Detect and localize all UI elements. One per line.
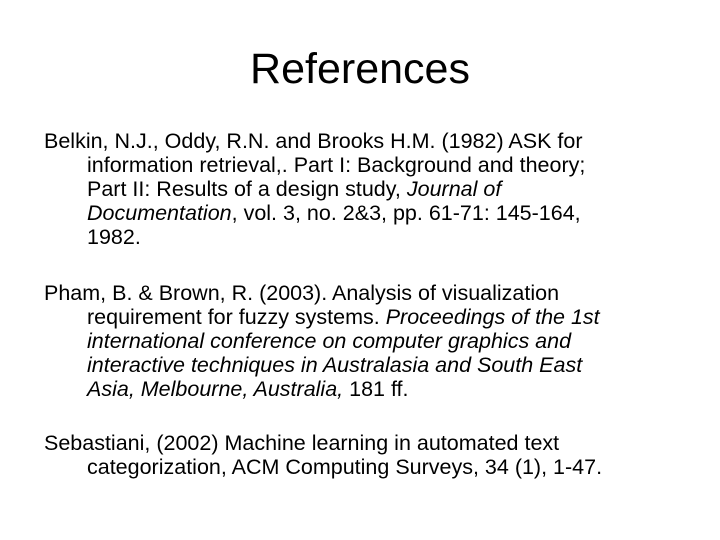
proceedings-title: Asia, Melbourne, Australia, <box>87 377 344 401</box>
ref-line: categorization, ACM Computing Surveys, 34 (1), 1-47. <box>87 455 603 479</box>
ref-line <box>44 353 684 377</box>
proceedings-title: interactive techniques in Australasia and South East <box>87 353 583 377</box>
ref-line: 1982. <box>87 225 141 249</box>
ref-line <box>44 177 684 201</box>
reference-pham <box>44 281 684 401</box>
ref-line: Belkin, N.J., Oddy, R.N. and Brooks H.M. (1982) ASK for <box>44 129 583 153</box>
journal-title: Documentation <box>87 201 232 225</box>
ref-text: , vol. 3, no. 2&3, pp. 61-71: 145-164, <box>231 201 581 225</box>
reference-sebastiani <box>44 431 684 479</box>
reference-belkin <box>44 129 684 249</box>
ref-text: Part II: Results of a design study, <box>87 177 407 201</box>
proceedings-title: international conference on computer graphics and <box>87 329 572 353</box>
ref-text: 181 ff. <box>343 377 409 401</box>
journal-title: Journal of <box>406 177 502 201</box>
slide-title: References <box>250 45 470 93</box>
ref-line: information retrieval,. Part I: Background and theory; <box>87 153 586 177</box>
ref-line: Pham, B. & Brown, R. (2003). Analysis of visualization <box>44 281 560 305</box>
ref-line <box>44 377 684 401</box>
ref-line <box>44 329 684 353</box>
ref-line <box>44 201 684 225</box>
ref-text: requirement for fuzzy systems. <box>87 305 386 329</box>
ref-line: Sebastiani, (2002) Machine learning in automated text <box>44 431 560 455</box>
ref-line <box>44 305 684 329</box>
proceedings-title: Proceedings of the 1st <box>385 305 600 329</box>
